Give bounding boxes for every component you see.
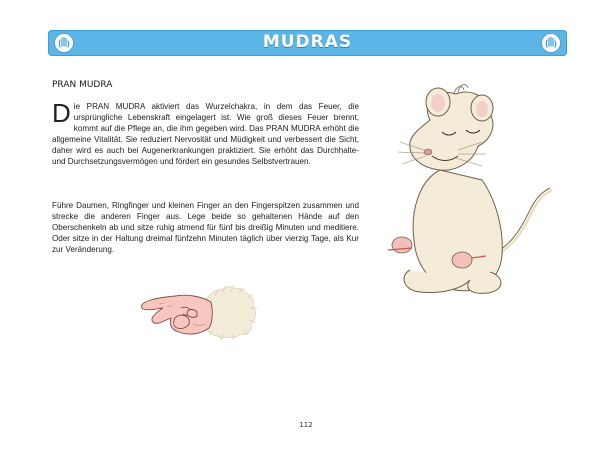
instruction-paragraph: Führe Daumen, Ringfinger und kleinen Finger an den Fingerspitzen zusammen und strecke die anderen Finger aus. Lege beide so gehaltenen Hände auf den Oberschenkeln ab und sitze ruhig atmend für fünf bis dreißig Minuten und meditiere. Oder sitze in der Haltung dreimal fünfzehn Minuten täglich über vierzig Tage, als Kur zur Veränderung. xyxy=(52,201,359,255)
page-number: 112 xyxy=(299,421,313,429)
section-heading: PRAN MUDRA xyxy=(52,80,113,90)
drop-cap: D xyxy=(52,98,71,128)
header-banner xyxy=(48,30,567,56)
intro-text: ie PRAN MUDRA aktiviert das Wurzelchakra, in dem das Feuer, die ursprüngliche Lebenskraft eingelagert ist. Wie groß dieses Feuer brennt, kommt auf die Pflege an, die ihm gegeben wird. Das PRAN MUDRA erhöht die allgemeine Vitalität. Sie reduziert Nervosität und Müdigkeit und verbessert die Sicht, daher wird es auch bei Augenerkrankungen praktiziert. Sie erhöht das Durchhalte- und Durchsetzungsvermögen und fördert ein gesundes Selbstvertrauen. xyxy=(52,102,359,167)
page-title: MUDRAS xyxy=(262,32,353,52)
meditating-mouse-illustration xyxy=(370,80,560,310)
pran-mudra-hand-illustration xyxy=(131,276,266,356)
hand-icon xyxy=(541,33,561,53)
intro-paragraph xyxy=(52,98,359,168)
